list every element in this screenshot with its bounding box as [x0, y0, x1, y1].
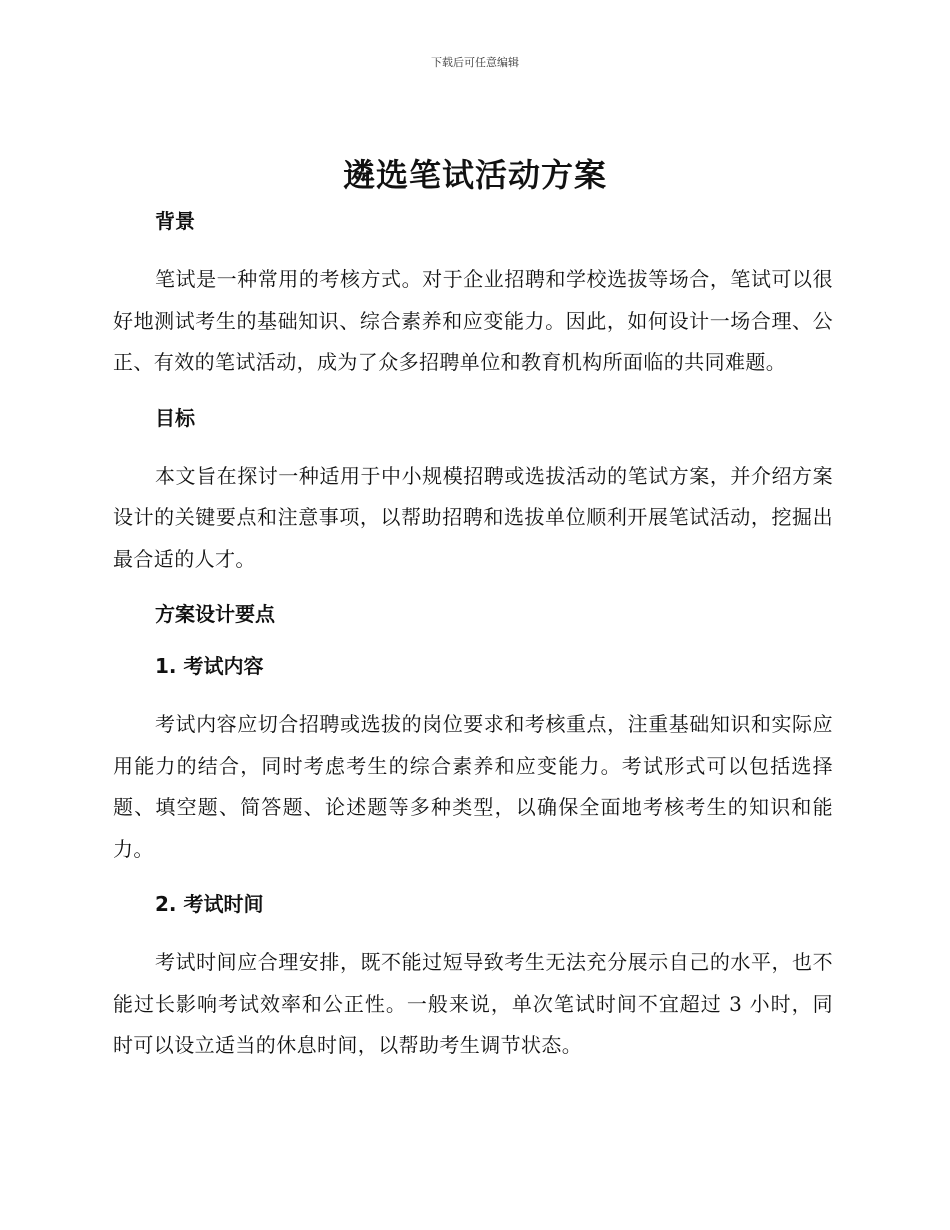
document-title: 遴选笔试活动方案 — [342, 156, 607, 194]
section-paragraph: 本文旨在探讨一种适用于中小规模招聘或选拔活动的笔试方案，并介绍方案设计的关键要点和注意事项，以帮助招聘和选拔单位顺利开展笔试活动，挖掘出最合适的人才。 — [113, 463, 833, 571]
section-design-points — [113, 596, 833, 648]
section-heading: 方案设计要点 — [155, 602, 275, 626]
section-heading: 1. 考试内容 — [155, 654, 264, 678]
section-exam-time — [113, 886, 833, 1067]
document-body — [113, 203, 833, 1067]
section-paragraph: 笔试是一种常用的考核方式。对于企业招聘和学校选拔等场合，笔试可以很好地测试考生的基础知识、综合素养和应变能力。因此，如何设计一场合理、公正、有效的笔试活动，成为了众多招聘单位和教育机构所面临的共同难题。 — [113, 267, 833, 374]
section-heading: 目标 — [155, 405, 195, 430]
section-background — [113, 203, 833, 400]
section-paragraph: 考试内容应切合招聘或选拔的岗位要求和考核重点，注重基础知识和实际应用能力的结合，同时考虑考生的综合素养和应变能力。考试形式可以包括选择题、填空题、简答题、论述题等多种类型，以确保全面地考核考生的知识和能力。 — [113, 712, 833, 861]
section-heading: 2. 考试时间 — [155, 892, 264, 916]
section-goal — [113, 400, 833, 597]
section-exam-content — [113, 648, 833, 886]
header-note: 下载后可任意编辑 — [431, 56, 519, 69]
section-paragraph: 考试时间应合理安排，既不能过短导致考生无法充分展示自己的水平，也不能过长影响考试效率和公正性。一般来说，单次笔试时间不宜超过 3 小时，同时可以设立适当的休息时间，以帮助考生调节状态。 — [113, 950, 833, 1057]
section-heading: 背景 — [155, 209, 195, 233]
